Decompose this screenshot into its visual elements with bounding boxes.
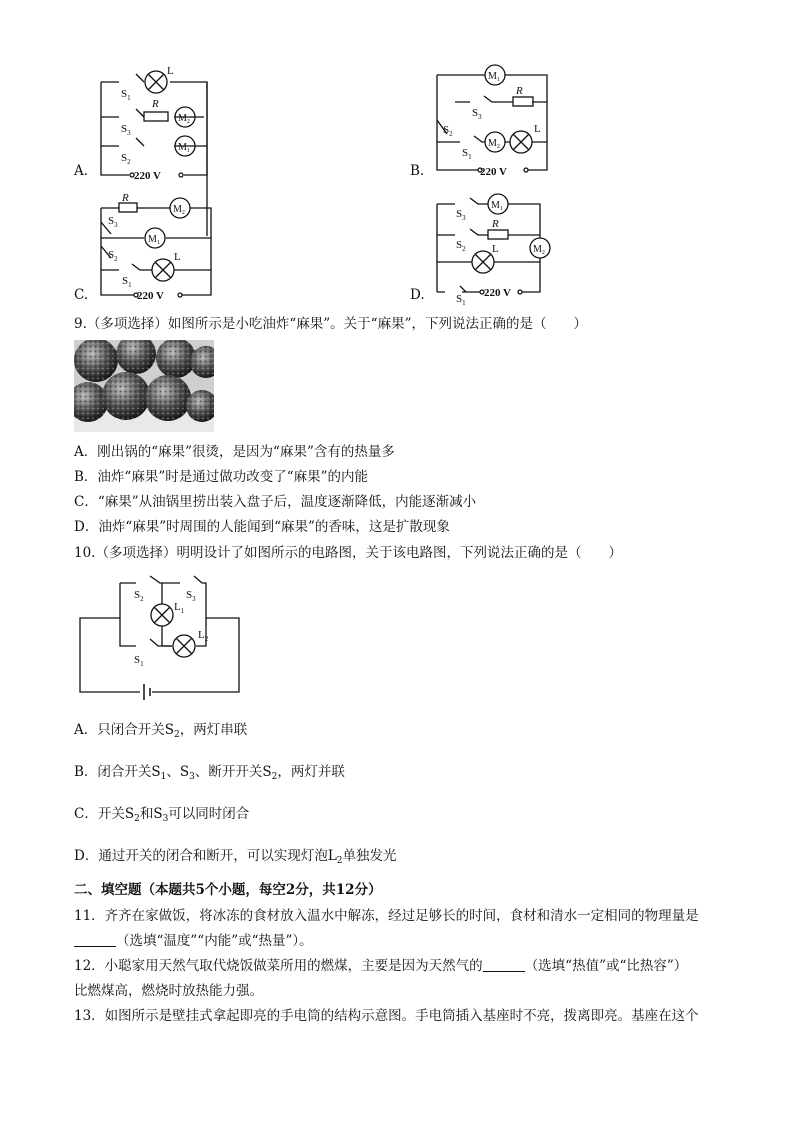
- svg-text:S3: $S_3$: [186, 589, 196, 603]
- q10-option-c: C．开关$S_2$和$S_3$可以同时闭合: [74, 806, 250, 824]
- voltage-label: 220 V: [134, 170, 161, 182]
- svg-text:S3: $S_3$: [121, 123, 131, 137]
- answer-blank[interactable]: [74, 932, 116, 947]
- svg-text:220 V: 220 V: [137, 290, 164, 302]
- svg-text:S1: $S_1$: [462, 147, 472, 161]
- q10-circuit-diagram: [74, 568, 254, 703]
- option-label-a: A.: [74, 163, 89, 179]
- svg-text:R: R: [516, 85, 523, 97]
- q10-option-d: D．通过开关的闭合和断开，可以实现灯泡$L_2$单独发光: [74, 848, 397, 866]
- q10-option-b: B．闭合开关$S_1$、$S_3$、断开开关$S_2$，两灯并联: [74, 764, 345, 782]
- svg-text:R: R: [152, 98, 159, 110]
- option-label-b: B.: [410, 163, 425, 179]
- circuit-diagram-c: [74, 190, 224, 305]
- svg-text:M2: $M_2$: [488, 138, 500, 150]
- svg-text:S2: $S_2$: [456, 239, 466, 253]
- svg-text:L: L: [492, 243, 499, 255]
- q12-line-2: 比燃煤高，燃烧时放热能力强。: [74, 983, 263, 999]
- svg-text:S2: $S_2$: [108, 249, 118, 263]
- q11-line-2: （选填“温度”“内能”或“热量”）。: [74, 931, 313, 951]
- option-label-c: C.: [74, 287, 89, 303]
- svg-text:L1: $L_1$: [174, 601, 185, 615]
- svg-text:M1: $M_1$: [178, 142, 190, 154]
- q13-line-1: 13．如图所示是壁挂式拿起即亮的手电筒的结构示意图。手电筒插入基座时不亮，拨离即亮。基座在这个: [74, 1008, 699, 1024]
- svg-text:M1: $M_1$: [148, 234, 160, 246]
- fried-dough-balls-image: [74, 340, 214, 432]
- section-heading: 二、填空题（本题共5个小题，每空2分，共12分）: [74, 882, 382, 898]
- circuit-option-a: [74, 60, 224, 185]
- svg-text:S2: $S_2$: [443, 124, 453, 138]
- circuit-diagram-b: [410, 60, 570, 185]
- circuit-option-c: [74, 190, 224, 305]
- q9-stem: 9.（多项选择）如图所示是小吃油炸“麻果”。关于“麻果”，下列说法正确的是（ ）: [74, 316, 587, 332]
- q10-circuit: [74, 568, 254, 703]
- svg-text:M2: $M_2$: [533, 244, 545, 256]
- option-label-d: D.: [410, 287, 425, 303]
- svg-text:M1: $M_1$: [491, 200, 503, 212]
- svg-text:L2: $L_2$: [198, 629, 209, 643]
- svg-text:S3: $S_3$: [108, 215, 118, 229]
- mahua-photo: [74, 340, 214, 432]
- q9-option-c: C．“麻果”从油锅里捞出装入盘子后，温度逐渐降低，内能逐渐减小: [74, 494, 477, 510]
- circuit-option-b: [410, 60, 570, 185]
- q9-option-d: D．油炸“麻果”时周围的人能闻到“麻果”的香味，这是扩散现象: [74, 519, 450, 535]
- answer-blank[interactable]: [483, 957, 525, 972]
- svg-text:S2: $S_2$: [134, 589, 144, 603]
- svg-text:S1: $S_1$: [456, 293, 466, 307]
- svg-text:L: L: [167, 65, 174, 77]
- switch-label: $S_1$: [121, 88, 131, 102]
- svg-text:L: L: [174, 251, 181, 263]
- q12-line-1: 12．小聪家用天然气取代烧饭做菜所用的燃煤，主要是因为天然气的 （选填“热值”或“比热容”）: [74, 958, 688, 974]
- svg-text:M2: $M_2$: [173, 204, 185, 216]
- svg-text:R: R: [492, 218, 499, 230]
- q9-option-a: A．刚出锅的“麻果”很烫，是因为“麻果”含有的热量多: [74, 444, 395, 460]
- svg-text:220 V: 220 V: [480, 166, 507, 178]
- svg-text:R: R: [122, 192, 129, 204]
- q9-option-b: B．油炸“麻果”时是通过做功改变了“麻果”的内能: [74, 469, 369, 485]
- svg-text:S3: $S_3$: [472, 107, 482, 121]
- circuit-diagram-a: [74, 60, 224, 185]
- circuit-option-d: [410, 190, 570, 305]
- svg-text:M1: $M_1$: [488, 71, 500, 83]
- q10-stem: 10.（多项选择）明明设计了如图所示的电路图，关于该电路图，下列说法正确的是（ ）: [74, 545, 622, 561]
- svg-text:S1: $S_1$: [122, 275, 132, 289]
- svg-text:S1: $S_1$: [134, 654, 144, 668]
- q11-line-1: 11．齐齐在家做饭，将冰冻的食材放入温水中解冻，经过足够长的时间，食材和清水一定相同的物理量是: [74, 908, 699, 924]
- svg-text:S2: $S_2$: [121, 152, 131, 166]
- svg-text:220 V: 220 V: [484, 287, 511, 299]
- svg-text:L: L: [534, 123, 541, 135]
- svg-text:M2: $M_2$: [178, 113, 190, 125]
- svg-text:S3: $S_3$: [456, 208, 466, 222]
- q10-option-a: A．只闭合开关$S_2$，两灯串联: [74, 722, 248, 740]
- circuit-diagram-d: [410, 190, 570, 305]
